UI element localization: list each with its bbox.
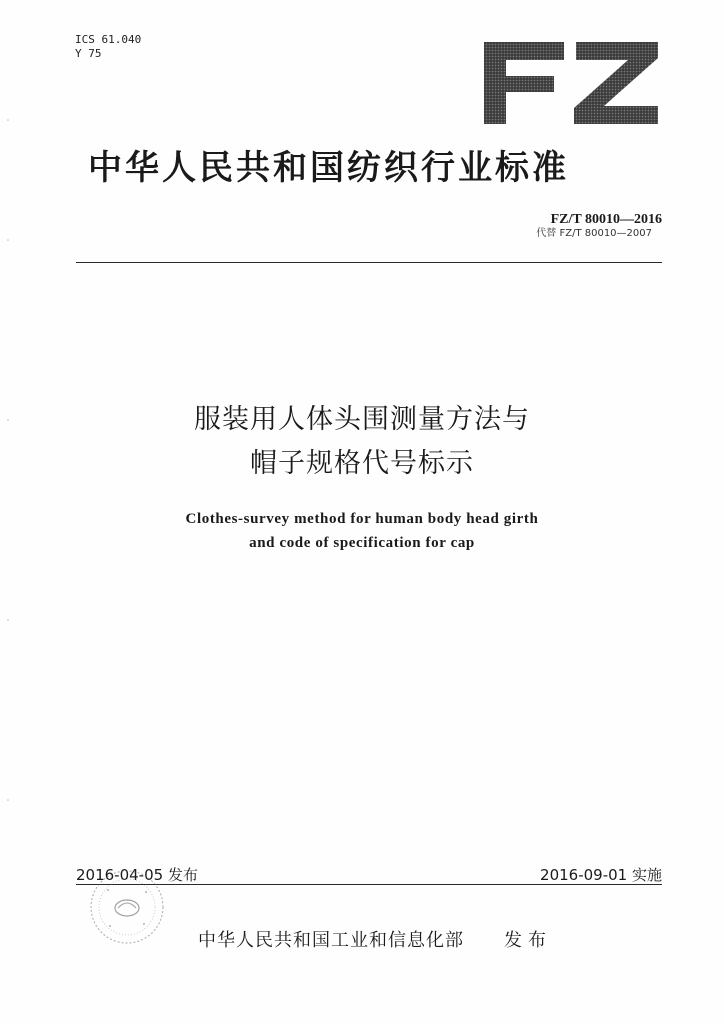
standard-category-title: 中华人民共和国纺织行业标准 [88, 148, 569, 188]
ics-code: ICS 61.040 [75, 33, 142, 46]
classification-codes [75, 33, 141, 61]
issue-date: 2016-04-05 发布 [76, 866, 198, 884]
implementation-date: 2016-09-01 实施 [540, 866, 662, 884]
replaces-standard: 代替 FZ/T 80010—2007 [536, 228, 652, 239]
english-title-line-2: and code of specification for cap [249, 535, 475, 551]
official-seal-stamp [88, 868, 166, 946]
chinese-title-line-1: 服装用人体头围测量方法与 [194, 404, 530, 435]
publisher-name: 中华人民共和国工业和信息化部 [198, 930, 464, 951]
ccs-code: Y 75 [75, 47, 102, 60]
publisher-action: 发布 [504, 930, 552, 951]
fz-logo [482, 40, 660, 126]
scan-margin-marks [6, 100, 10, 900]
english-title-line-1: Clothes-survey method for human body head girth [185, 511, 539, 527]
standard-number: FZ/T 80010—2016 [550, 212, 662, 227]
chinese-title-line-2: 帽子规格代号标示 [250, 448, 474, 479]
header-divider [76, 262, 662, 263]
